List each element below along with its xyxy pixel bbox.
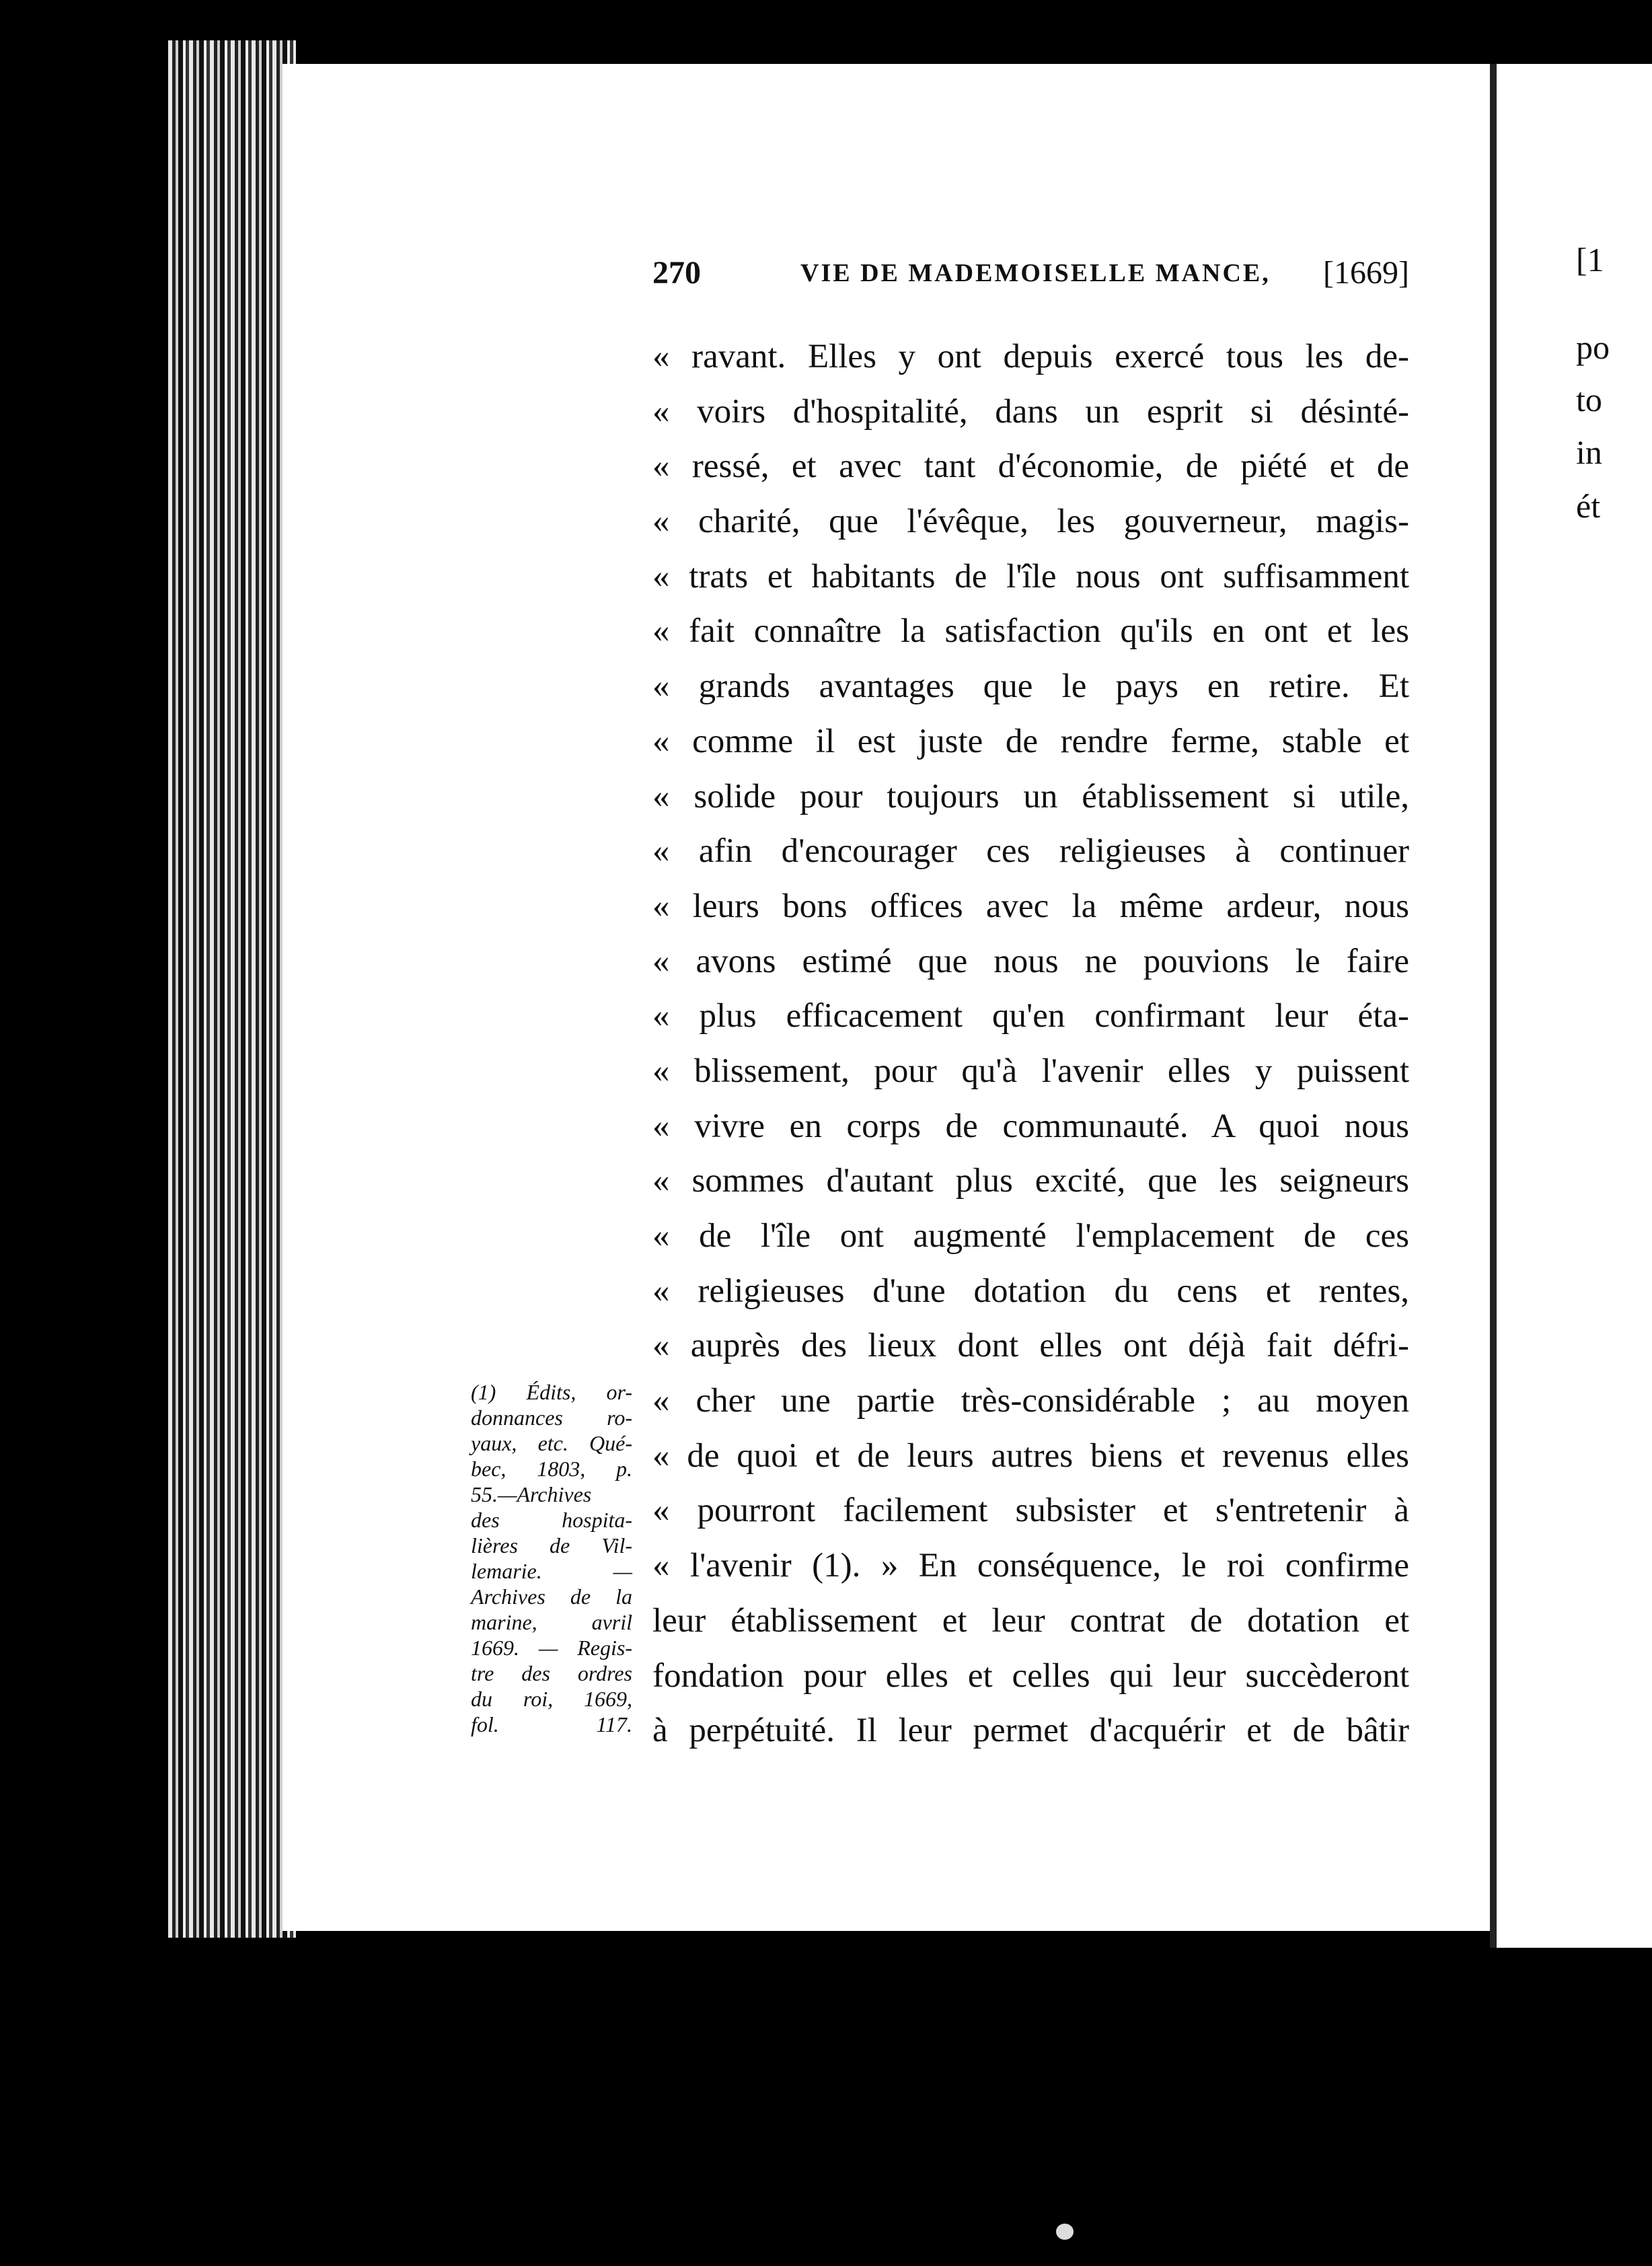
text-line: « de quoi et de leurs autres biens et revenus elles: [652, 1436, 1409, 1475]
text-line: « cher une partie très-considérable ; au moyen: [652, 1382, 1409, 1420]
header-year: [1669]: [1323, 255, 1409, 291]
book-page-edges: [168, 40, 296, 1938]
text-line: « avons estimé que nous ne pouvions le faire: [652, 942, 1409, 980]
footnote-line: des hospita-: [471, 1508, 632, 1532]
text-line: « l'avenir (1). » En conséquence, le roi confirme: [652, 1547, 1409, 1585]
footnote-line: 55.—Archives: [471, 1482, 592, 1506]
footnote-line: bec, 1803, p.: [471, 1457, 632, 1481]
facing-page-fragment: ét: [1576, 487, 1601, 525]
text-line: « charité, que l'évêque, les gouverneur, magis-: [652, 503, 1409, 541]
text-line: « vivre en corps de communauté. A quoi nous: [652, 1107, 1409, 1145]
text-line: « ravant. Elles y ont depuis exercé tous les de-: [652, 338, 1409, 375]
footnote-line: du roi, 1669,: [471, 1687, 632, 1711]
margin-footnote: [471, 1379, 632, 1737]
facing-page-fragment: [1: [1576, 241, 1604, 279]
text-line: leur établissement et leur contrat de dotation et: [652, 1601, 1409, 1640]
facing-page-fragment: po: [1576, 328, 1610, 366]
text-line: « voirs d'hospitalité, dans un esprit si désinté-: [652, 392, 1409, 431]
text-line: « leurs bons offices avec la même ardeur, nous: [652, 887, 1409, 925]
page-number: 270: [652, 255, 701, 291]
facing-page-fragment: in: [1576, 433, 1602, 471]
text-line: « trats et habitants de l'île nous ont suffisamment: [652, 557, 1409, 595]
text-line: « sommes d'autant plus excité, que les seigneurs: [652, 1162, 1409, 1200]
facing-page: [1490, 64, 1652, 1948]
text-line: « afin d'encourager ces religieuses à continuer: [652, 832, 1409, 871]
text-line: « religieuses d'une dotation du cens et rentes,: [652, 1272, 1409, 1310]
footnote-line: donnances ro-: [471, 1405, 632, 1430]
running-header: [652, 254, 1409, 295]
footnote-line: (1) Édits, or-: [471, 1380, 632, 1404]
footnote-line: fol. 117.: [471, 1712, 632, 1737]
footnote-line: tre des ordres: [471, 1661, 632, 1685]
facing-page-fragment: to: [1576, 381, 1602, 418]
text-line: « auprès des lieux dont elles ont déjà fait défri-: [652, 1327, 1409, 1365]
footnote-line: lemarie. —: [471, 1559, 632, 1583]
text-line: « comme il est juste de rendre ferme, stable et: [652, 722, 1409, 760]
text-line: « ressé, et avec tant d'économie, de piété et de: [652, 447, 1409, 486]
text-line: « de l'île ont augmenté l'emplacement de ces: [652, 1217, 1409, 1255]
footnote-line: 1669. — Regis-: [471, 1636, 632, 1660]
scan-speck: [1056, 2224, 1074, 2240]
running-title: VIE DE MADEMOISELLE MANCE,: [800, 259, 1271, 287]
text-line: « plus efficacement qu'en confirmant leur éta-: [652, 997, 1409, 1035]
text-line: « pourront facilement subsister et s'entretenir à: [652, 1492, 1409, 1530]
text-line: à perpétuité. Il leur permet d'acquérir et de bâtir: [652, 1712, 1409, 1750]
body-text: [652, 330, 1409, 1759]
footnote-line: yaux, etc. Qué-: [471, 1431, 632, 1455]
text-line: « fait connaître la satisfaction qu'ils en ont et les: [652, 612, 1409, 651]
text-line: fondation pour elles et celles qui leur succèderont: [652, 1656, 1409, 1695]
text-line: « blissement, pour qu'à l'avenir elles y puissent: [652, 1052, 1409, 1090]
footnote-line: Archives de la: [471, 1584, 632, 1609]
footnote-line: lières de Vil-: [471, 1533, 632, 1558]
text-line: « grands avantages que le pays en retire. Et: [652, 667, 1409, 706]
footnote-line: marine, avril: [471, 1610, 632, 1634]
text-line: « solide pour toujours un établissement si utile,: [652, 777, 1409, 815]
